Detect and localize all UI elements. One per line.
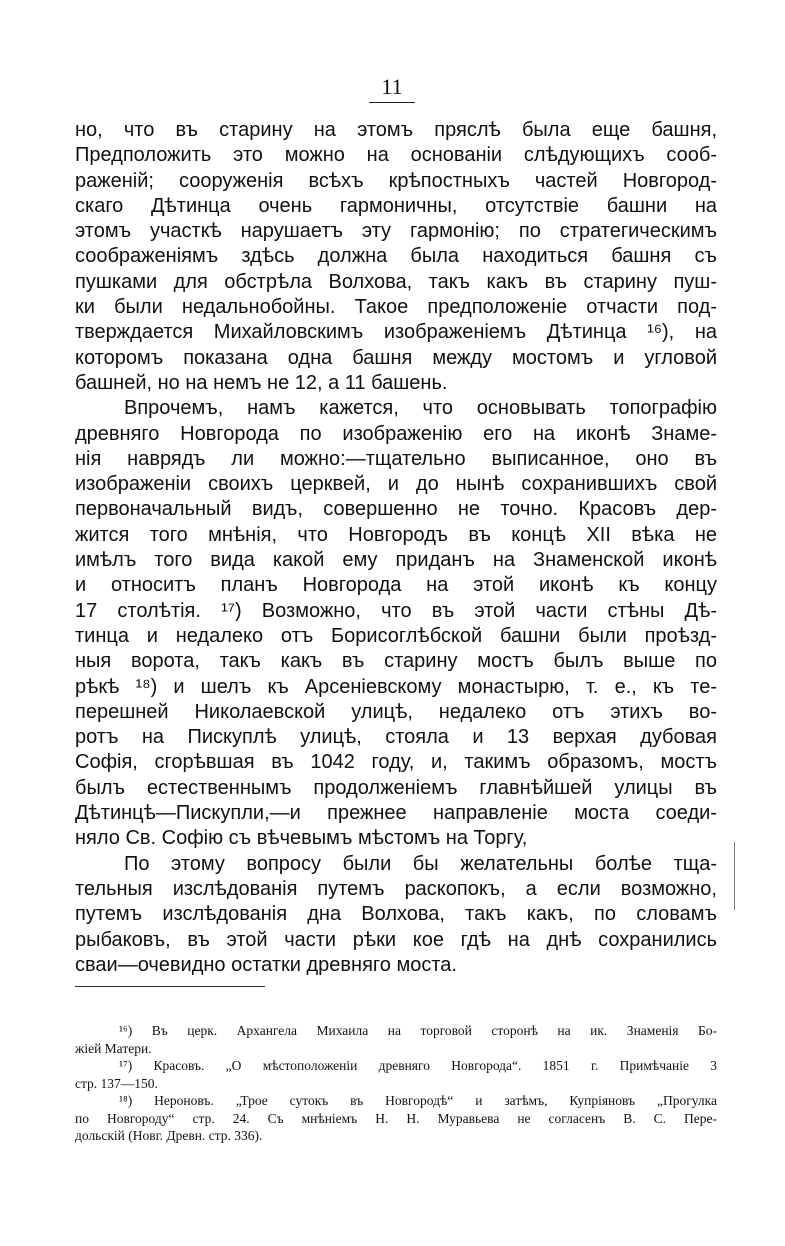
text-line: которомъ показана одна башня между мостомъ и угловой <box>75 346 717 369</box>
text-line: нія наврядъ ли можно:—тщательно выписанное, оно въ <box>75 447 717 470</box>
text-line: Предположить это можно на основаніи слѣдующихъ сооб- <box>75 144 717 167</box>
text-line: скаго Дѣтинца очень гармоничны, отсутствіе башни на <box>75 194 717 217</box>
text-line: башней, но на немъ не 12, а 11 башень. <box>75 371 448 394</box>
text-line: перешней Николаевской улицѣ, недалеко отъ этихъ во- <box>75 700 717 723</box>
footnote-line: дольскій (Новг. Древн. стр. 336). <box>75 1128 263 1143</box>
footnote-line: ¹⁷) Красовъ. „О мѣстоположеніи древняго Новгорода“. 1851 г. Примѣчаніе 3 <box>119 1058 717 1073</box>
text-line: имѣлъ того вида какой ему приданъ на Знаменской иконѣ <box>75 549 717 572</box>
paragraph-3 <box>75 852 717 978</box>
footnote-line: по Новгороду“ стр. 24. Съ мнѣніемъ Н. Н. Муравьева не согласенъ В. С. Пере- <box>75 1110 717 1126</box>
paragraph-2 <box>75 396 717 851</box>
footnote-18 <box>75 1092 717 1145</box>
text-line: тинца и недалеко отъ Борисоглѣбской башни были проѣзд- <box>75 624 717 647</box>
body-text <box>75 118 717 978</box>
footnote-line: стр. 137—150. <box>75 1075 158 1091</box>
text-line: Софія, сгорѣвшая въ 1042 году, и, такимъ образомъ, мостъ <box>75 751 717 774</box>
footnote-line: ¹⁸) Нероновъ. „Трое сутокъ въ Новгородѣ“ и затѣмъ, Купріяновъ „Прогулка <box>119 1093 717 1108</box>
text-line: ки были недальнобойны. Такое предположеніе отчасти под- <box>75 296 717 319</box>
margin-scan-mark <box>734 842 735 910</box>
text-line: раженій; сооруженія всѣхъ крѣпостныхъ частей Новгород- <box>75 169 717 192</box>
text-line: тельныя изслѣдованія путемъ раскопокъ, а если возможно, <box>75 877 717 900</box>
text-line: сваи—очевидно остатки древняго моста. <box>75 953 457 976</box>
text-line: былъ естественнымъ продолженіемъ главнѣйшей улицы въ <box>75 776 717 799</box>
paragraph-1 <box>75 118 717 396</box>
footnote-divider <box>75 986 265 987</box>
text-line: первоначальный видъ, совершенно не точно. Красовъ дер- <box>75 498 717 521</box>
text-line: 17 столѣтія. ¹⁷) Возможно, что въ этой части стѣны Дѣ- <box>75 599 717 622</box>
text-line: путемъ изслѣдованія дна Волхова, такъ какъ, по словамъ <box>75 903 717 926</box>
text-line: Впрочемъ, намъ кажется, что основывать топографію <box>124 397 717 420</box>
text-line: древняго Новгорода по изображенію его на иконѣ Знаме- <box>75 422 717 445</box>
text-line: соображеніямъ здѣсь должна была находиться башня съ <box>75 245 717 268</box>
footnotes <box>75 1022 717 1145</box>
text-line: и относитъ планъ Новгорода на этой иконѣ къ концу <box>75 574 717 597</box>
text-line: тверждается Михайловскимъ изображеніемъ Дѣтинца ¹⁶), на <box>75 321 717 344</box>
text-line: ныя ворота, такъ какъ въ старину мостъ былъ выше по <box>75 650 717 673</box>
text-line: жится того мнѣнія, что Новгородъ въ концѣ XII вѣка не <box>75 523 717 546</box>
page-number: 11 <box>369 74 415 103</box>
text-line: няло Св. Софію съ вѣчевымъ мѣстомъ на Торгу, <box>75 827 528 850</box>
footnote-17 <box>75 1057 717 1092</box>
text-line: По этому вопросу были бы желательны болѣе тща- <box>124 852 717 875</box>
text-line: Дѣтинцѣ—Пискупли,—и прежнее направленіе моста соеди- <box>75 802 717 825</box>
text-line: ротъ на Пискуплѣ улицѣ, стояла и 13 верхая дубовая <box>75 726 717 749</box>
text-line: этомъ участкѣ нарушаетъ эту гармонію; по стратегическимъ <box>75 220 717 243</box>
footnote-16 <box>75 1022 717 1057</box>
text-line: рѣкѣ ¹⁸) и шелъ къ Арсеніевскому монастырю, т. е., къ те- <box>75 675 717 698</box>
text-line: изображеніи своихъ церквей, и до нынѣ сохранившихъ свой <box>75 473 717 496</box>
footnote-line: ¹⁶) Въ церк. Архангела Михаила на торговой сторонѣ на ик. Знаменія Бо- <box>119 1023 717 1038</box>
text-line: но, что въ старину на этомъ пряслѣ была еще башня, <box>75 119 717 141</box>
text-line: пушками для обстрѣла Волхова, такъ какъ въ старину пуш- <box>75 270 717 293</box>
text-line: рыбаковъ, въ этой части рѣки кое гдѣ на днѣ сохранились <box>75 928 717 951</box>
footnote-line: жіей Матери. <box>75 1040 152 1056</box>
